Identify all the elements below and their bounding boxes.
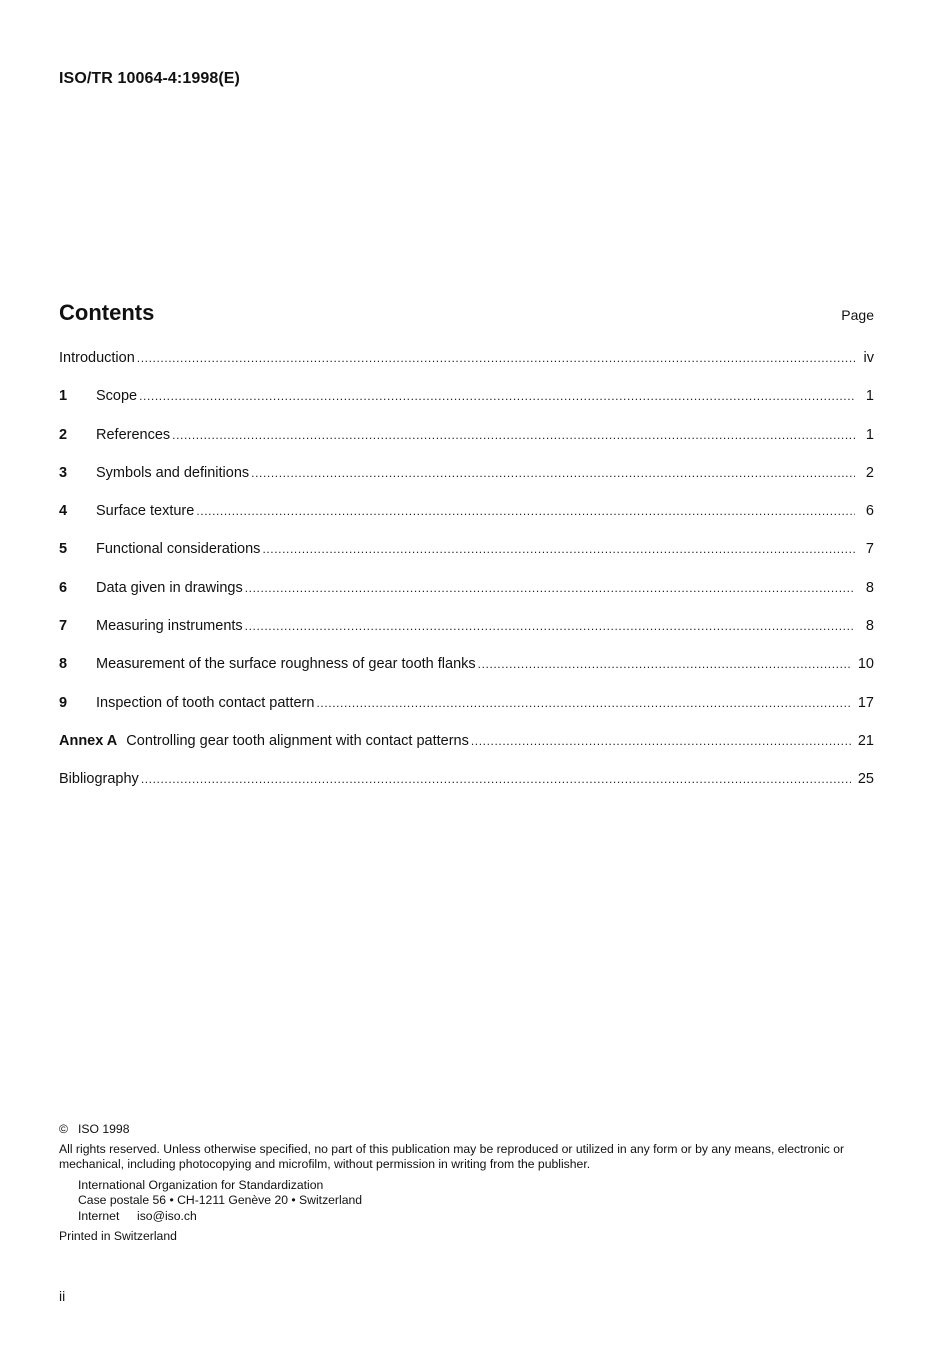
dot-leader [137,351,855,365]
toc-entry-title: Symbols and definitions [96,464,250,481]
toc-entry-number: 5 [59,541,68,558]
contents-title: Contents [59,300,155,325]
toc-entry-page: 17 [857,694,874,711]
dot-leader [172,428,855,442]
internet-label: Internet [78,1208,120,1223]
toc-entry-title: Surface texture [96,503,195,520]
table-of-contents [59,350,874,810]
toc-entry-page: 8 [865,618,874,635]
dot-leader [262,542,855,556]
toc-entry-number: 9 [59,694,68,711]
toc-entry-references[interactable] [59,427,874,465]
toc-entry-number: 3 [59,464,68,481]
toc-entry-title: Scope [96,388,138,405]
toc-entry-page: 2 [865,464,874,481]
dot-leader [478,657,851,671]
dot-leader [251,466,855,480]
copyright-line [59,1122,879,1137]
email-link[interactable]: iso@iso.ch [137,1208,197,1223]
toc-entry-surface-texture[interactable] [59,503,874,541]
toc-entry-title: References [96,426,171,443]
toc-entry-page: 1 [865,426,874,443]
dot-leader [196,504,855,518]
publisher-name: International Organization for Standardization [78,1178,324,1192]
toc-entry-title: Controlling gear tooth alignment with contact patterns [126,732,469,749]
copyright-notice [59,1122,879,1244]
copyright-icon: © [59,1122,68,1136]
dot-leader [471,734,851,748]
dot-leader [316,696,850,710]
toc-entry-title: Functional considerations [96,541,261,558]
dot-leader [139,389,855,403]
toc-entry-page: 6 [865,503,874,520]
page-column-label: Page [841,307,874,323]
toc-entry-scope[interactable] [59,388,874,426]
toc-entry-number: 6 [59,579,68,596]
toc-entry-introduction[interactable] [59,350,874,388]
page-number: ii [59,1288,66,1304]
publisher-address [78,1178,879,1224]
copyright-text: ISO 1998 [77,1122,130,1136]
toc-entry-title: Measuring instruments [96,618,243,635]
toc-entry-page: 1 [865,388,874,405]
toc-entry-number: 2 [59,426,68,443]
toc-entry-number: 8 [59,656,68,673]
toc-entry-page: 25 [857,771,874,788]
dot-leader [245,619,855,633]
toc-entry-annex-a[interactable] [59,733,874,771]
toc-entry-roughness[interactable] [59,656,874,694]
printed-in: Printed in Switzerland [59,1228,177,1243]
toc-entry-symbols[interactable] [59,465,874,503]
toc-entry-number: 1 [59,388,68,405]
toc-entry-number: 7 [59,618,68,635]
toc-entry-page: 7 [865,541,874,558]
contents-header [59,300,874,330]
toc-entry-title: Introduction [59,350,135,366]
toc-entry-page: iv [863,350,874,366]
toc-entry-number: 4 [59,503,68,520]
rights-statement: All rights reserved. Unless otherwise specified, no part of this publication may be reproduced or utilized in any form or by any means, electronic or mechanical, including photocopying and microfilm, without permission in writing from the publisher. [59,1142,845,1171]
dot-leader [141,772,851,786]
toc-entry-contact-pattern[interactable] [59,695,874,733]
toc-entry-drawings[interactable] [59,580,874,618]
toc-entry-page: 8 [865,579,874,596]
toc-entry-functional[interactable] [59,541,874,579]
dot-leader [245,581,855,595]
toc-entry-title: Inspection of tooth contact pattern [96,694,315,711]
postal-address: Case postale 56 • CH-1211 Genève 20 • Switzerland [78,1193,363,1208]
toc-entry-page: 21 [857,732,874,749]
toc-entry-bibliography[interactable] [59,771,874,809]
document-id: ISO/TR 10064-4:1998(E) [59,70,240,87]
internet-line [78,1209,879,1224]
toc-entry-instruments[interactable] [59,618,874,656]
toc-entry-page: 10 [857,656,874,673]
toc-entry-title: Bibliography [59,771,139,788]
toc-entry-title: Measurement of the surface roughness of gear tooth flanks [96,656,476,673]
toc-entry-title: Data given in drawings [96,579,243,596]
toc-entry-number: Annex A [59,732,118,749]
